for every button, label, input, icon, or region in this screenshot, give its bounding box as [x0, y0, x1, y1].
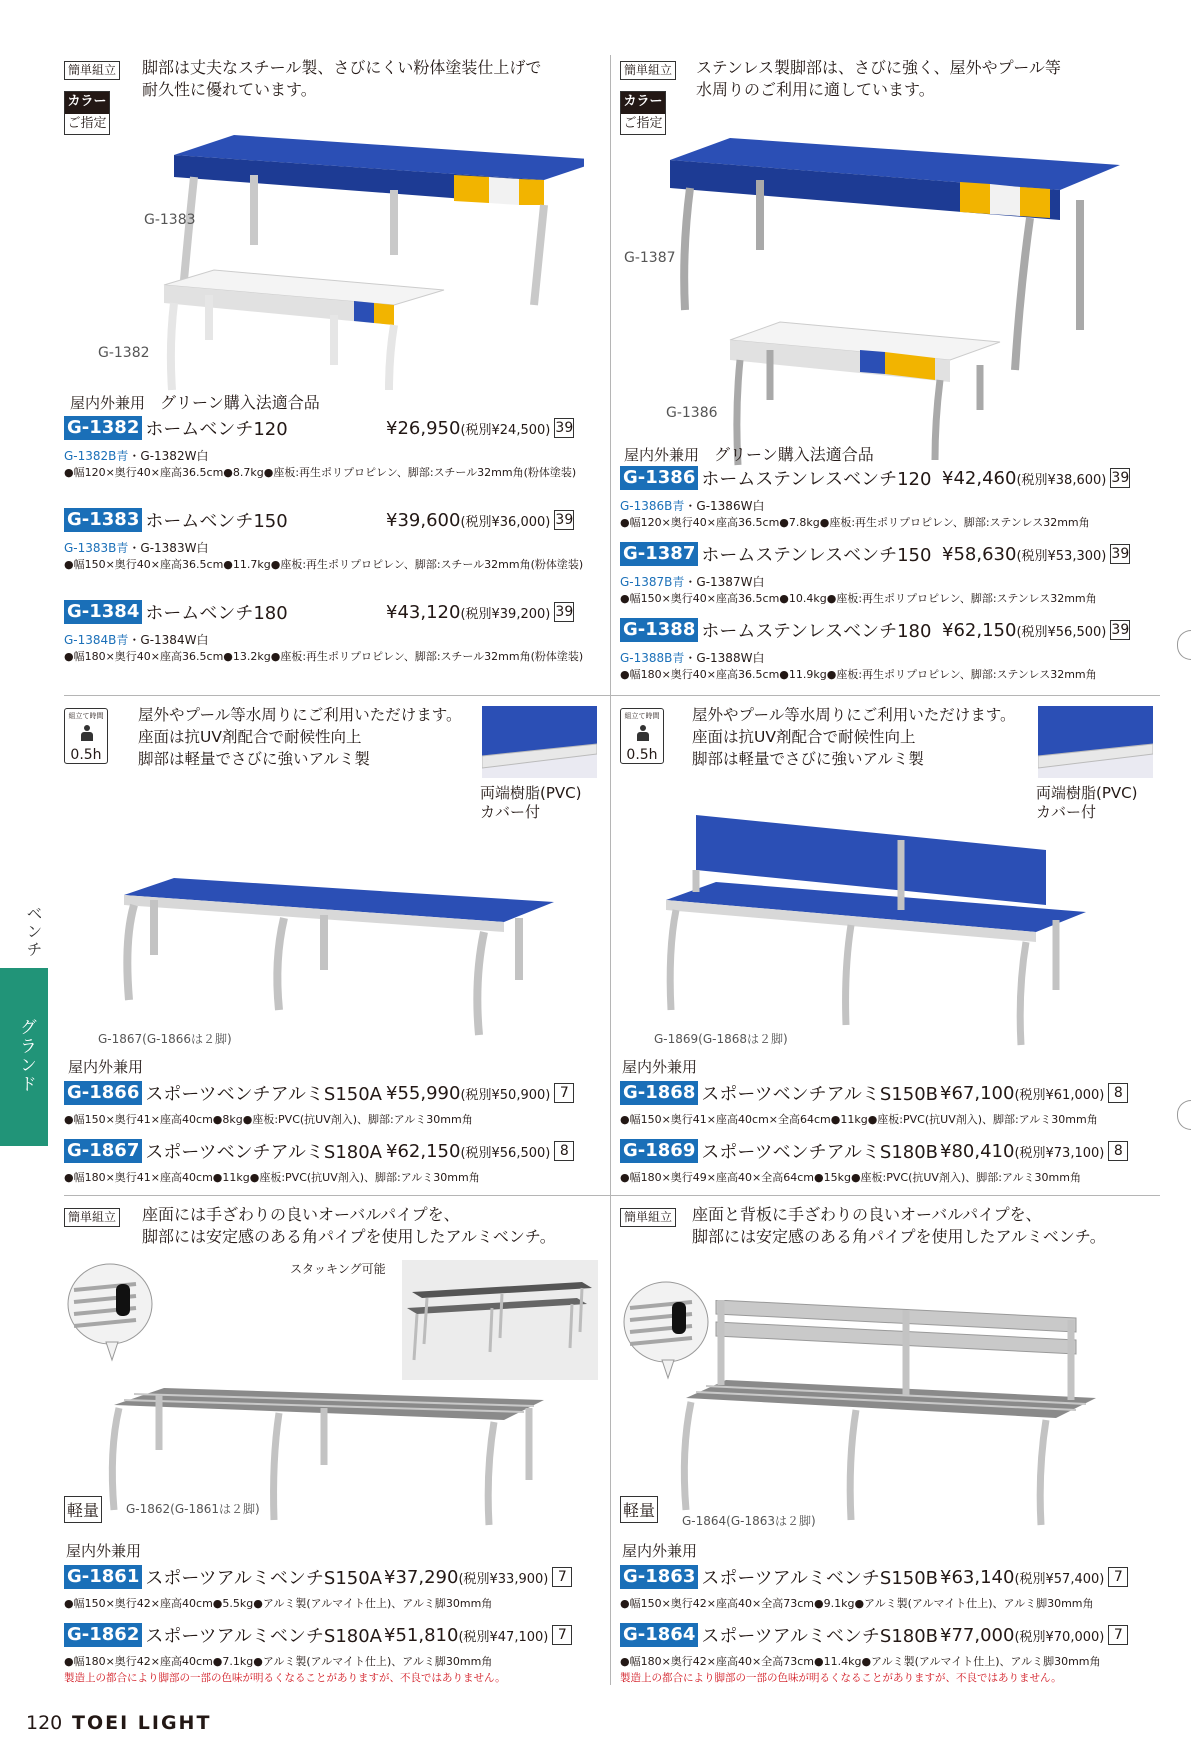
- usage-label: 屋内外兼用: [68, 1058, 144, 1076]
- easy-assembly-tag: 簡単組立: [64, 61, 120, 80]
- product-spec: ●幅150×奥行40×座高36.5cm●10.4kg●座板:再生ポリプロピレン、脚部:ステンレス32mm角: [620, 592, 1097, 605]
- variants: G-1388B青・G-1388W白: [620, 651, 765, 665]
- image-caption: G-1864(G-1863は２脚): [682, 1514, 816, 1528]
- stacking-caption: スタッキング可能: [290, 1262, 386, 1276]
- product-name: スポーツベンチアルミS180B: [701, 1142, 939, 1163]
- product-spec: ●幅180×奥行40×座高36.5cm●13.2kg●座板:再生ポリプロピレン、脚部:スチール32mm角(粉体塗装): [64, 650, 584, 663]
- variants: G-1382B青・G-1382W白: [64, 449, 209, 463]
- column-divider: [610, 55, 611, 1685]
- product-price: ¥39,600 (税別¥36,000) 39: [386, 509, 574, 531]
- lightweight-tag: 軽量: [64, 1496, 102, 1523]
- product-name: スポーツアルミベンチS180B: [701, 1626, 939, 1647]
- product-name: スポーツアルミベンチS180A: [145, 1626, 382, 1647]
- image-caption: G-1382: [98, 345, 150, 361]
- product-code: G-1382: [64, 416, 142, 440]
- product-spec: ●幅180×奥行42×座高40×全高73cm●11.4kg●アルミ製(アルマイト仕上)、アルミ脚30mm角: [620, 1655, 1101, 1668]
- product-code: G-1388: [620, 618, 698, 642]
- product-spec: ●幅120×奥行40×座高36.5cm●8.7kg●座板:再生ポリプロピレン、脚部:スチール32mm角(粉体塗装): [64, 466, 577, 479]
- product-code: G-1867: [64, 1139, 142, 1163]
- usage-label: 屋内外兼用 グリーン購入法適合品: [70, 393, 320, 412]
- page-edge-mark: [1177, 1100, 1191, 1130]
- product-row[interactable]: [64, 415, 288, 441]
- product-code: G-1383: [64, 508, 142, 532]
- page-number: 120: [26, 1712, 63, 1734]
- image-caption: G-1386: [666, 405, 718, 421]
- product-code: G-1861: [64, 1565, 142, 1589]
- product-row[interactable]: [620, 1622, 938, 1648]
- usage-label: 屋内外兼用 グリーン購入法適合品: [624, 445, 874, 464]
- product-row[interactable]: [64, 1622, 382, 1648]
- product-price: ¥37,290 (税別¥33,900) 7: [384, 1564, 572, 1590]
- product-code: G-1866: [64, 1081, 142, 1105]
- product-code: G-1869: [620, 1139, 698, 1163]
- product-code: G-1864: [620, 1623, 698, 1647]
- product-spec: ●幅180×奥行41×座高40cm●11kg●座板:PVC(抗UV剤入)、脚部:アルミ30mm角: [64, 1171, 480, 1184]
- product-spec: ●幅180×奥行49×座高40×全高64cm●15kg●座板:PVC(抗UV剤入)、脚部:アルミ30mm角: [620, 1171, 1081, 1184]
- product-name: ホームステンレスベンチ120: [701, 469, 932, 490]
- section-home-stainless-bench: [620, 55, 1160, 690]
- usage-label: 屋内外兼用: [622, 1542, 698, 1560]
- product-name: スポーツベンチアルミS150A: [145, 1084, 382, 1105]
- section-sports-alumi-bench-b: [620, 1200, 1160, 1690]
- section-lead: 屋外やプール等水周りにご利用いただけます。 座面は抗UV剤配合で耐候性向上 脚部は軽量でさびに強いアルミ製: [138, 706, 462, 768]
- product-row[interactable]: [620, 465, 931, 491]
- product-code: G-1863: [620, 1565, 698, 1589]
- image-caption: G-1383: [144, 212, 196, 228]
- product-row[interactable]: [620, 1564, 938, 1590]
- row-divider: [64, 695, 1160, 696]
- section-home-bench: [64, 55, 602, 690]
- assembly-time-badge: 組立て時間 0.5h: [620, 708, 664, 764]
- section-lead: 座面には手ざわりの良いオーバルパイプを、 脚部には安定感のある角パイプを使用したアルミベンチ。: [142, 1205, 556, 1246]
- side-label-bench: ベンチ: [24, 905, 43, 959]
- product-price: ¥51,810 (税別¥47,100) 7: [384, 1622, 572, 1648]
- product-code: G-1387: [620, 542, 698, 566]
- variants: G-1386B青・G-1386W白: [620, 499, 765, 513]
- product-code: G-1862: [64, 1623, 142, 1647]
- page-ref: 39: [555, 512, 574, 528]
- image-caption: G-1387: [624, 250, 676, 266]
- person-icon: [637, 725, 649, 741]
- product-spec: ●幅150×奥行41×座高40cm●8kg●座板:PVC(抗UV剤入)、脚部:アルミ30mm角: [64, 1113, 473, 1126]
- product-price: ¥26,950 (税別¥24,500) 39: [386, 417, 574, 439]
- page-ref: 7: [552, 1567, 572, 1587]
- warning-note: 製造上の都合により脚部の一部の色味が明るくなることがありますが、不良ではありません。: [620, 1672, 1062, 1684]
- section-lead: 座面と背板に手ざわりの良いオーバルパイプを、 脚部には安定感のある角パイプを使用したアルミベンチ。: [692, 1205, 1106, 1246]
- pvc-cover-photo: [1038, 706, 1153, 778]
- page-ref: 7: [554, 1083, 574, 1103]
- product-price: ¥77,000 (税別¥70,000) 7: [940, 1622, 1128, 1648]
- product-price: ¥62,150 (税別¥56,500) 8: [386, 1138, 574, 1164]
- product-name: ホームステンレスベンチ180: [701, 621, 932, 642]
- product-name: ホームベンチ120: [145, 419, 288, 440]
- page-ref: 8: [554, 1141, 574, 1161]
- product-row[interactable]: [64, 1138, 382, 1164]
- page-ref: 39: [555, 604, 574, 620]
- product-name: ホームステンレスベンチ150: [701, 545, 932, 566]
- section-sports-bench-alumi-b: [620, 700, 1160, 1190]
- sports-alumi-bench-b-illustration: [676, 1300, 1136, 1530]
- product-name: ホームベンチ180: [145, 603, 288, 624]
- product-spec: ●幅120×奥行40×座高36.5cm●7.8kg●座板:再生ポリプロピレン、脚部:ステンレス32mm角: [620, 516, 1090, 529]
- variants: G-1387B青・G-1387W白: [620, 575, 765, 589]
- product-row[interactable]: [620, 1080, 938, 1106]
- product-code: G-1384: [64, 600, 142, 624]
- pvc-cover-photo: [482, 706, 597, 778]
- product-code: G-1868: [620, 1081, 698, 1105]
- product-price: ¥62,150 (税別¥56,500) 39: [942, 619, 1130, 641]
- product-name: スポーツベンチアルミS150B: [701, 1084, 939, 1105]
- product-spec: ●幅150×奥行42×座高40×全高73cm●9.1kg●アルミ製(アルマイト仕上)、アルミ脚30mm角: [620, 1597, 1094, 1610]
- assembly-time-badge: 組立て時間 0.5h: [64, 708, 108, 764]
- image-caption: G-1867(G-1866は２脚): [98, 1032, 232, 1046]
- product-row[interactable]: [620, 617, 931, 643]
- section-sports-alumi-bench-a: [64, 1200, 602, 1690]
- page-ref: 7: [1108, 1625, 1128, 1645]
- product-price: ¥43,120 (税別¥39,200) 39: [386, 601, 574, 623]
- product-price: ¥67,100 (税別¥61,000) 8: [940, 1080, 1128, 1106]
- row-divider: [64, 1195, 1160, 1196]
- warning-note: 製造上の都合により脚部の一部の色味が明るくなることがありますが、不良ではありません。: [64, 1672, 506, 1684]
- page-ref: 8: [1108, 1141, 1128, 1161]
- variants: G-1383B青・G-1383W白: [64, 541, 209, 555]
- product-spec: ●幅150×奥行42×座高40cm●5.5kg●アルミ製(アルマイト仕上)、アルミ脚30mm角: [64, 1597, 493, 1610]
- section-lead: 屋外やプール等水周りにご利用いただけます。 座面は抗UV剤配合で耐候性向上 脚部は軽量でさびに強いアルミ製: [692, 706, 1016, 768]
- product-name: スポーツベンチアルミS180A: [145, 1142, 382, 1163]
- pvc-cover-caption: 両端樹脂(PVC) カバー付: [1036, 784, 1138, 821]
- product-spec: ●幅150×奥行40×座高36.5cm●11.7kg●座板:再生ポリプロピレン、脚部:スチール32mm角(粉体塗装): [64, 558, 584, 571]
- product-name: ホームベンチ150: [145, 511, 288, 532]
- section-sports-bench-alumi-a: [64, 700, 602, 1190]
- sports-bench-b-illustration: [656, 810, 1096, 1050]
- lightweight-tag: 軽量: [620, 1496, 658, 1523]
- product-spec: ●幅150×奥行41×座高40cm×全高64cm●11kg●座板:PVC(抗UV剤入)、脚部:アルミ30mm角: [620, 1113, 1098, 1126]
- sports-bench-a-illustration: [114, 860, 554, 1040]
- easy-assembly-tag: 簡単組立: [620, 1208, 676, 1227]
- product-name: スポーツアルミベンチS150B: [701, 1568, 939, 1589]
- page-ref: 39: [555, 420, 574, 436]
- variants: G-1384B青・G-1384W白: [64, 633, 209, 647]
- product-row[interactable]: [64, 507, 288, 533]
- image-caption: G-1862(G-1861は２脚): [126, 1502, 260, 1516]
- page-ref: 39: [1111, 470, 1130, 486]
- product-price: ¥80,410 (税別¥73,100) 8: [940, 1138, 1128, 1164]
- person-icon: [81, 725, 93, 741]
- easy-assembly-tag: 簡単組立: [64, 1208, 120, 1227]
- product-row[interactable]: [64, 599, 288, 625]
- product-row[interactable]: [64, 1564, 382, 1590]
- color-select-badge: カラー ご指定: [64, 91, 110, 135]
- page-ref: 39: [1111, 546, 1130, 562]
- product-code: G-1386: [620, 466, 698, 490]
- easy-assembly-tag: 簡単組立: [620, 61, 676, 80]
- page-ref: 7: [552, 1625, 572, 1645]
- product-price: ¥42,460 (税別¥38,600) 39: [942, 467, 1130, 489]
- product-spec: ●幅180×奥行40×座高36.5cm●11.9kg●座板:再生ポリプロピレン、脚部:ステンレス32mm角: [620, 668, 1097, 681]
- product-price: ¥58,630 (税別¥53,300) 39: [942, 543, 1130, 565]
- product-row[interactable]: [620, 1138, 938, 1164]
- product-price: ¥63,140 (税別¥57,400) 7: [940, 1564, 1128, 1590]
- section-lead: 脚部は丈夫なスチール製、さびにくい粉体塗装仕上げで 耐久性に優れています。: [142, 58, 542, 99]
- product-spec: ●幅180×奥行42×座高40cm●7.1kg●アルミ製(アルマイト仕上)、アルミ脚30mm角: [64, 1655, 493, 1668]
- usage-label: 屋内外兼用: [622, 1058, 698, 1076]
- home-stainless-bench-illustration: [660, 110, 1140, 470]
- product-row[interactable]: [64, 1080, 382, 1106]
- product-price: ¥55,990 (税別¥50,900) 7: [386, 1080, 574, 1106]
- product-name: スポーツアルミベンチS150A: [145, 1568, 382, 1589]
- section-lead: ステンレス製脚部は、さびに強く、屋外やプール等 水周りのご利用に適しています。: [696, 58, 1061, 99]
- page-ref: 39: [1111, 622, 1130, 638]
- color-select-badge: カラー ご指定: [620, 91, 666, 135]
- page-ref: 7: [1108, 1567, 1128, 1587]
- page-ref: 8: [1108, 1083, 1128, 1103]
- pvc-cover-caption: 両端樹脂(PVC) カバー付: [480, 784, 582, 821]
- page-edge-mark: [1177, 630, 1191, 660]
- side-tab-ground[interactable]: グランド: [0, 968, 48, 1146]
- usage-label: 屋内外兼用: [66, 1542, 142, 1560]
- product-row[interactable]: [620, 541, 931, 567]
- home-bench-illustration: [144, 105, 584, 405]
- stacking-photo: [402, 1260, 598, 1380]
- image-caption: G-1869(G-1868は２脚): [654, 1032, 788, 1046]
- brand-logo: TOEI LIGHT: [72, 1712, 212, 1734]
- oval-pipe-detail-bubble: [66, 1262, 156, 1362]
